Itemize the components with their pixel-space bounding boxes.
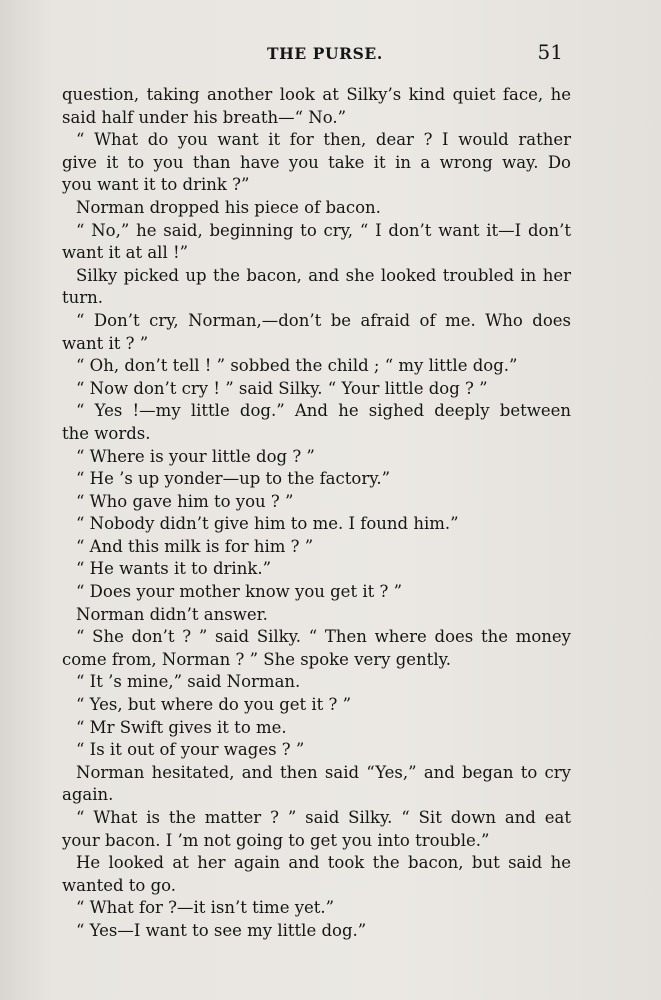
text-line: “ Don’t cry, Norman,—don’t be afraid of me. Who does [76, 310, 571, 330]
text-line: turn. [62, 288, 104, 308]
text-line: Silky picked up the bacon, and she looked troubled in her [76, 265, 571, 285]
text-line: “ Now don’t cry ! ” said Silky. “ Your little dog ? ” [76, 378, 488, 398]
text-line: give it to you than have you take it in a wrong way. Do [62, 152, 571, 172]
text-line: “ Mr Swift gives it to me. [76, 717, 287, 737]
text-line: said half under his breath—“ No.” [62, 107, 347, 127]
text-line: you want it to drink ?” [62, 175, 250, 195]
text-line: Norman didn’t answer. [76, 604, 268, 624]
text-line: “ Oh, don’t tell ! ” sobbed the child ; “ my little dog.” [76, 356, 518, 376]
text-line: come from, Norman ? ” She spoke very gently. [62, 649, 451, 669]
text-line: “ Who gave him to you ? ” [76, 491, 294, 511]
text-line: the words. [62, 423, 151, 443]
text-line: your bacon. I ’m not going to get you into trouble.” [62, 830, 490, 850]
text-line: “ Does your mother know you get it ? ” [76, 582, 403, 602]
text-line: “ He wants it to drink.” [76, 559, 272, 579]
page-header [62, 38, 563, 62]
text-line: want it at all !” [62, 243, 189, 263]
text-line: want it ? ” [62, 333, 149, 353]
text-line: again. [62, 785, 114, 805]
text-line: “ Where is your little dog ? ” [76, 446, 315, 466]
text-line: wanted to go. [62, 875, 177, 895]
text-line: “ Is it out of your wages ? ” [76, 740, 305, 760]
text-line: “ He ’s up yonder—up to the factory.” [76, 469, 391, 489]
text-line: “ No,” he said, beginning to cry, “ I don’t want it—I don’t [76, 220, 571, 240]
text-line: “ And this milk is for him ? ” [76, 536, 314, 556]
text-line: Norman dropped his piece of bacon. [76, 197, 381, 217]
text-line: Norman hesitated, and then said “Yes,” and began to cry [76, 762, 571, 782]
text-line: “ Yes, but where do you get it ? ” [76, 695, 352, 715]
text-line: “ She don’t ? ” said Silky. “ Then where does the money [76, 627, 571, 647]
text-line: “ Yes !—my little dog.” And he sighed deeply between [76, 401, 571, 421]
text-line: “ It ’s mine,” said Norman. [76, 672, 301, 692]
page-number: 51 [537, 40, 563, 64]
text-line: “ What do you want it for then, dear ? I would rather [76, 130, 571, 150]
text-line: “ Nobody didn’t give him to me. I found him.” [76, 514, 459, 534]
body-text [62, 84, 571, 943]
text-line: “ Yes—I want to see my little dog.” [76, 920, 367, 940]
text-line: He looked at her again and took the bacon, but said he [76, 853, 571, 873]
running-title: THE PURSE. [267, 44, 383, 63]
text-line: “ What for ?—it isn’t time yet.” [76, 898, 335, 918]
text-line: “ What is the matter ? ” said Silky. “ Sit down and eat [76, 808, 571, 827]
text-line: question, taking another look at Silky’s kind quiet face, he [62, 85, 571, 104]
